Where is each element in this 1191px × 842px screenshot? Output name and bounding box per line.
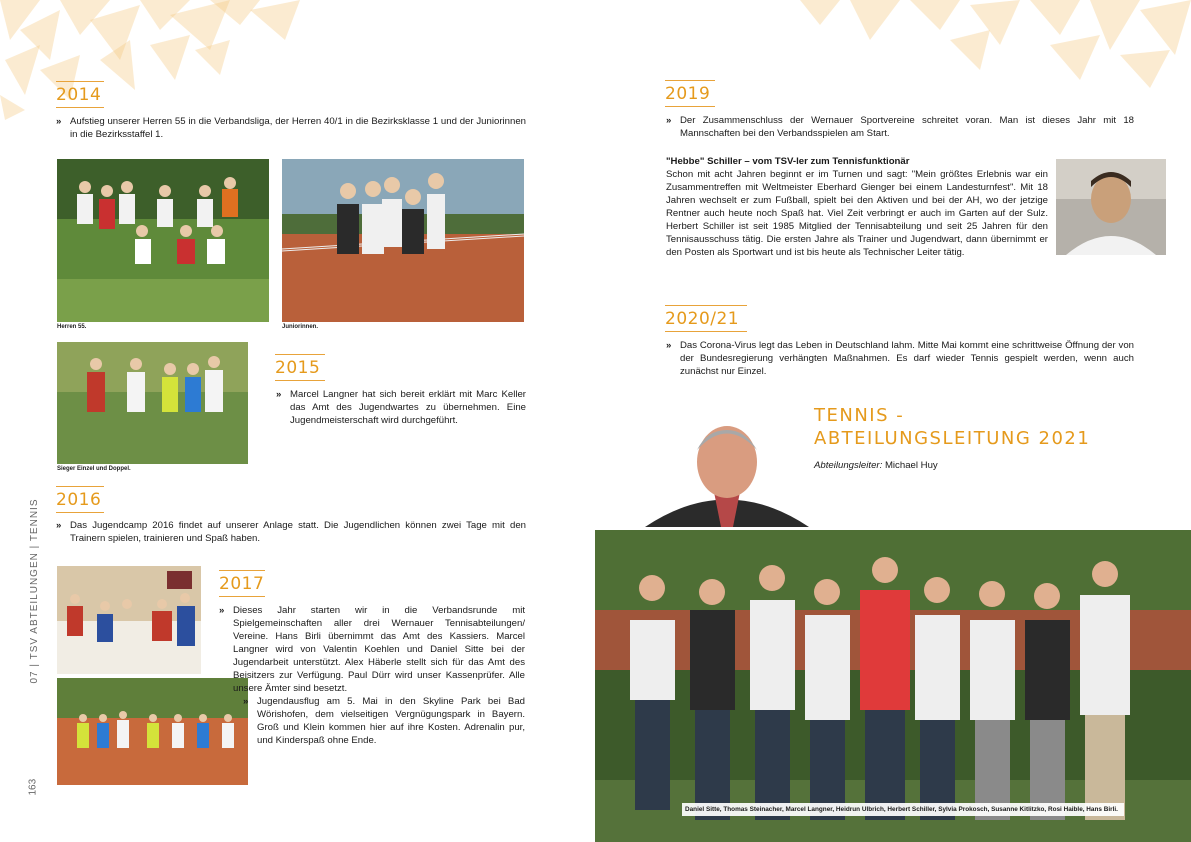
leadership-role — [814, 460, 938, 471]
bullet-mark: » — [666, 115, 672, 126]
year-2015-heading — [275, 358, 320, 378]
leadership-role-label: Abteilungsleiter: — [814, 460, 883, 471]
year-2015-text — [276, 388, 526, 427]
bullet-mark: » — [243, 696, 249, 707]
decorative-triangles-left — [0, 0, 330, 120]
photo-juniorinnen — [282, 159, 524, 322]
bullet-mark: » — [276, 389, 282, 400]
group-caption: Daniel Sitte, Thomas Steinacher, Marcel Langner, Heidrun Ulbrich, Herbert Schiller, Sylvia Prokosch, Susanne Kitlitzko, Rosi Haible, Hans Birli. — [682, 803, 1124, 816]
caption-sieger: Sieger Einzel und Doppel. — [57, 466, 131, 472]
year-2014-text — [56, 115, 526, 141]
photo-group — [595, 530, 1191, 842]
caption-herren-55: Herren 55. — [57, 324, 87, 330]
photo-jugendcamp — [57, 566, 201, 674]
leadership-role-name: Michael Huy — [884, 460, 938, 471]
year-2014-label: 2014 — [56, 85, 102, 105]
bullet-mark: » — [56, 116, 62, 127]
year-2020-heading — [665, 309, 739, 329]
bullet-mark: » — [56, 520, 62, 531]
caption-juniorinnen: Juniorinnen. — [282, 324, 318, 330]
photo-michael-huy — [645, 412, 809, 527]
leadership-title — [814, 404, 1090, 450]
year-2017-paragraph-1: Dieses Jahr starten wir in die Verbandsrunde mit Spielgemeinschaften aller drei Wernauer Tennisabteilungen/ Vereine. Hans Birli übernimmt das Amt des Kassiers. Marcel Langner wird von Valentin Koehlen und Daniel Sitte bei der Jugendarbeit unterstützt. Alex Häberle stellt sich für das Amt des Beisitzers zur Verfügung. Paul Dürr wird unser Kassenprüfer. Alle unsere Ämter sind besetzt. — [233, 605, 525, 694]
year-2015-paragraph: Marcel Langner hat sich bereit erklärt mit Marc Keller das Amt des Jugendwartes zu übernehmen. Eine Jugendmeisterschaft wird durchgeführt. — [290, 389, 526, 426]
profile-block — [666, 155, 1048, 259]
year-2014-paragraph: Aufstieg unserer Herren 55 in die Verbandsliga, der Herren 40/1 in die Bezirksklasse 1 und der Juniorinnen in die Bezirksstaffel 1. — [70, 116, 526, 140]
decorative-triangles-right — [800, 0, 1191, 90]
year-2016-paragraph: Das Jugendcamp 2016 findet auf unserer Anlage statt. Die Jugendlichen können zwei Tage mit den Trainern spielen, trainieren und Spaß haben. — [70, 520, 526, 544]
year-2014-heading — [56, 85, 101, 105]
photo-sieger — [57, 342, 248, 464]
leadership-title-line1: TENNIS - — [814, 405, 905, 426]
year-2019-label: 2019 — [665, 84, 711, 104]
year-2016-text — [56, 519, 526, 545]
photo-herren-55 — [57, 159, 269, 322]
year-2017-text2 — [243, 695, 525, 747]
year-2020-text — [666, 339, 1134, 378]
year-2019-paragraph: Der Zusammenschluss der Wernauer Sportvereine schreitet voran. Man ist dieses Jahr mit 18 Mannschaften bei den Verbandsspielen am Start. — [680, 115, 1134, 139]
year-2020-label: 2020/21 — [665, 309, 740, 329]
bullet-mark: » — [219, 605, 225, 616]
year-2020-paragraph: Das Corona-Virus legt das Leben in Deutschland lahm. Mitte Mai kommt eine schrittweise Öffnung der von der Bundesregierung verhängten Maßnahmen. Es darf wieder Tennis gespielt werden, wenn auch zunächst nur Einzel. — [680, 340, 1134, 377]
year-2016-heading — [56, 490, 101, 510]
year-2019-heading — [665, 84, 710, 104]
year-2015-label: 2015 — [275, 358, 321, 378]
page-number: 163 — [27, 778, 39, 796]
leadership-title-line2: ABTEILUNGSLEITUNG 2021 — [814, 428, 1091, 449]
bullet-mark: » — [666, 340, 672, 351]
year-2017-label: 2017 — [219, 574, 265, 594]
photo-herbert-schiller — [1056, 159, 1166, 255]
profile-text: Schon mit acht Jahren beginnt er im Turnen und sagt: "Mein größtes Erlebnis war ein Zusammentreffen mit Weltmeister Eberhard Gienger bei einem Landesturnfest". Mit 18 Jahren wechselt er zum Fußball, spielt bei den Aktiven und bei der AH, wo der jetzige Rentner auch heute noch Spaß hat. Viel Zeit verbringt er auch im Garten auf der Sulz. Herbert Schiller ist seit 1985 Mitglied der Tennisabteilung und seit 25 Jahren für den Tennisausschuss tätig. Die ersten Jahre als Trainer und Jugendwart, dann übernimmt er den Posten als Sportwart und ist bis heute als Technischer Leiter tätig. — [666, 169, 1048, 258]
year-2017-text1 — [219, 604, 525, 695]
side-label: 07 | TSV ABTEILUNGEN | TENNIS — [29, 498, 40, 684]
year-2017-heading — [219, 574, 264, 594]
year-2017-paragraph-2: Jugendausflug am 5. Mai in den Skyline Park bei Bad Wörishofen, dem vielseitigen Vergnügungspark in Bayern. Groß und Klein kommen hier auf ihre Kosten. Adrenalin pur, und Kinderspaß ohne Ende. — [257, 696, 525, 746]
year-2016-label: 2016 — [56, 490, 102, 510]
year-2019-text — [666, 114, 1134, 140]
profile-title: "Hebbe" Schiller – vom TSV-ler zum Tennisfunktionär — [666, 156, 910, 167]
